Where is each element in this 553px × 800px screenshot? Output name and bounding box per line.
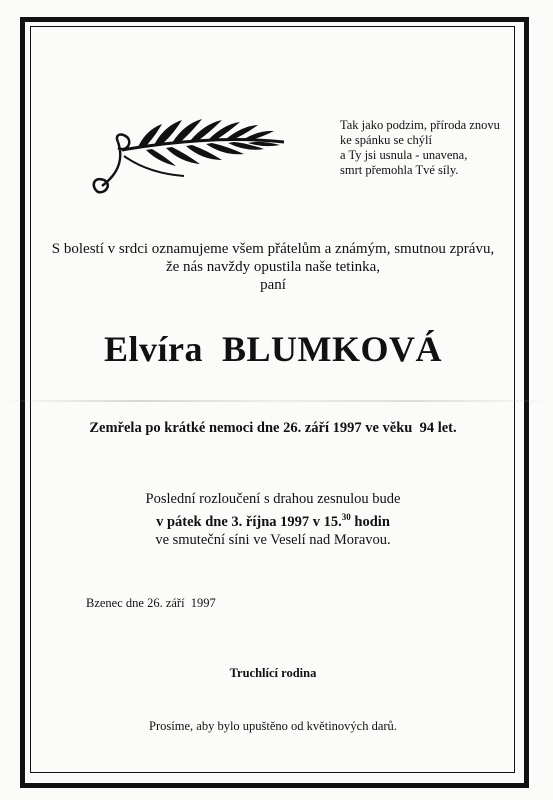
paper-fold-line [0,400,553,402]
funeral-date: v pátek dne 3. října 1997 v 15. [156,514,342,530]
funeral-datetime [30,508,516,531]
poem-verse [340,118,520,178]
announcement-text [30,240,516,294]
funeral-details [30,490,516,549]
poem-line: ke spánku se chýlí [340,133,432,147]
poem-line: Tak jako podzim, příroda znovu [340,118,500,132]
flowers-request: Prosíme, aby bylo upuštěno od květinových darů. [149,719,397,733]
announcement-line: paní [260,277,286,293]
deceased-name: Elvíra BLUMKOVÁ [104,329,442,369]
poem-line: smrt přemohla Tvé síly. [340,163,459,177]
funeral-hours-label: hodin [350,514,390,530]
funeral-line: Poslední rozloučení s drahou zesnulou bude [145,491,401,507]
announcement-line: že nás navždy opustila naše tetinka, [165,259,381,275]
palm-branch-icon [88,112,288,202]
funeral-minutes: 30 [341,512,351,522]
announcement-line: S bolestí v srdci oznamujeme všem přátelům a známým, smutnou zprávu, [51,241,495,257]
death-notice: Zemřela po krátké nemoci dne 26. září 1997 ve věku 94 let. [89,420,457,436]
poem-line: a Ty jsi usnula - unavena, [340,148,468,162]
mourners-signature: Truchlící rodina [229,666,317,680]
place-and-date: Bzenec dne 26. září 1997 [86,596,216,610]
funeral-line: ve smuteční síni ve Veselí nad Moravou. [155,532,391,548]
